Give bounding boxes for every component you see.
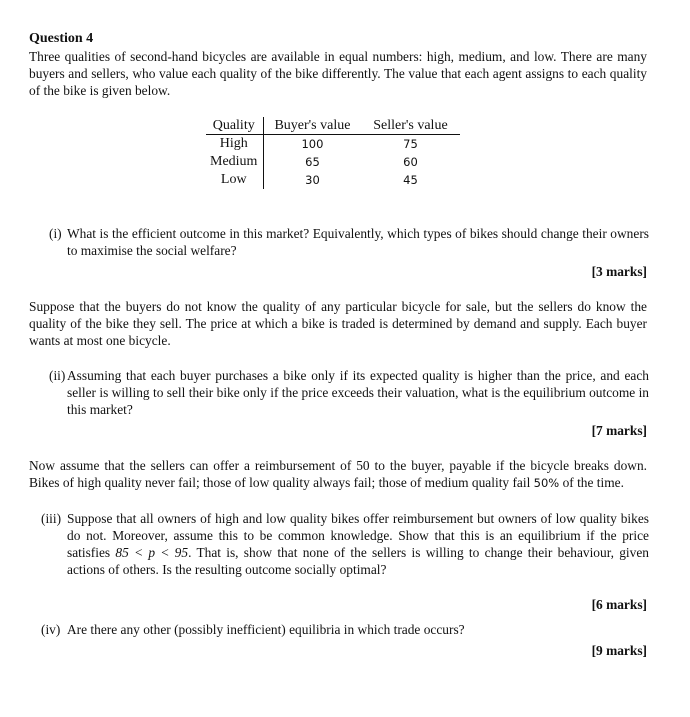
question-intro: Three qualities of second-hand bicycles are available in equal numbers: high, medium, and low. There are many buyers and sellers, who value each quality of the bike differently. The value that each agent assigns to each quality of the bike is given below. bbox=[29, 49, 647, 98]
part-text-b: . That is, show that none of the sellers is willing to change their behaviour, given actions of others. Is the resulting outcome socially optimal? bbox=[67, 545, 649, 577]
part-i bbox=[29, 225, 649, 259]
marks-label: [7 marks] bbox=[591, 423, 647, 438]
marks-label: [3 marks] bbox=[591, 264, 647, 279]
cell-buyer-value: 65 bbox=[305, 155, 320, 169]
part-label: (iv) bbox=[41, 622, 61, 637]
table-row bbox=[206, 153, 460, 171]
percentage: 50% bbox=[533, 476, 560, 490]
part-text: What is the efficient outcome in this market? Equivalently, which types of bikes should change their owners to maximise the social welfare? bbox=[67, 226, 649, 258]
header-buyer-value: Buyer's value bbox=[264, 117, 363, 135]
table-row bbox=[206, 135, 460, 154]
paragraph: Suppose that the buyers do not know the quality of any particular bicycle for sale, but the sellers do know the quality of the bike they sell. The price at which a bike is traded is determined by demand and supply. Each buyer wants at most one bicycle. bbox=[29, 299, 647, 348]
cell-seller-value: 45 bbox=[403, 173, 418, 187]
paragraph bbox=[29, 457, 647, 492]
marks-label: [6 marks] bbox=[591, 597, 647, 612]
cell-seller-value: 60 bbox=[403, 155, 418, 169]
exam-page bbox=[29, 30, 649, 659]
cell-buyer-value: 100 bbox=[301, 137, 324, 151]
part-label: (ii) bbox=[49, 368, 66, 383]
cell-seller-value: 75 bbox=[403, 137, 418, 151]
price-inequality: 85 < p < 95 bbox=[115, 545, 189, 560]
part-label: (iii) bbox=[41, 511, 62, 526]
part-label: (i) bbox=[49, 226, 62, 241]
cell-quality: High bbox=[206, 135, 264, 154]
table-header-row bbox=[206, 117, 460, 135]
part-iv bbox=[29, 621, 649, 638]
paragraph-text: Now assume that the sellers can offer a reimbursement of 50 to the buyer, payable if the bicycle breaks down. Bikes of high quality never fail; those of low quality always fail; those of medium quality fail bbox=[29, 458, 647, 490]
paragraph-text: of the time. bbox=[559, 475, 624, 490]
part-text: Are there any other (possibly inefficient) equilibria in which trade occurs? bbox=[67, 622, 465, 637]
part-text-a: Suppose that all owners of high and low quality bikes offer reimbursement but owners of low quality bikes do not. Moreover, assume this to be common knowledge. Show that this is an equilibrium if the price satisfies bbox=[67, 511, 649, 560]
marks-label: [9 marks] bbox=[591, 643, 647, 658]
header-seller-value: Seller's value bbox=[362, 117, 460, 135]
cell-quality: Low bbox=[206, 171, 264, 189]
table-row bbox=[206, 171, 460, 189]
cell-buyer-value: 30 bbox=[305, 173, 320, 187]
cell-quality: Medium bbox=[206, 153, 264, 171]
part-iii bbox=[29, 510, 649, 578]
question-title: Question 4 bbox=[29, 31, 94, 46]
part-text: Assuming that each buyer purchases a bike only if its expected quality is higher than the price, and each seller is willing to sell their bike only if the price exceeds their valuation, what is the equilibrium outcome in this market? bbox=[67, 368, 649, 417]
valuation-table bbox=[206, 117, 460, 189]
header-quality: Quality bbox=[206, 117, 264, 135]
part-text bbox=[67, 510, 649, 578]
part-ii bbox=[29, 367, 649, 418]
